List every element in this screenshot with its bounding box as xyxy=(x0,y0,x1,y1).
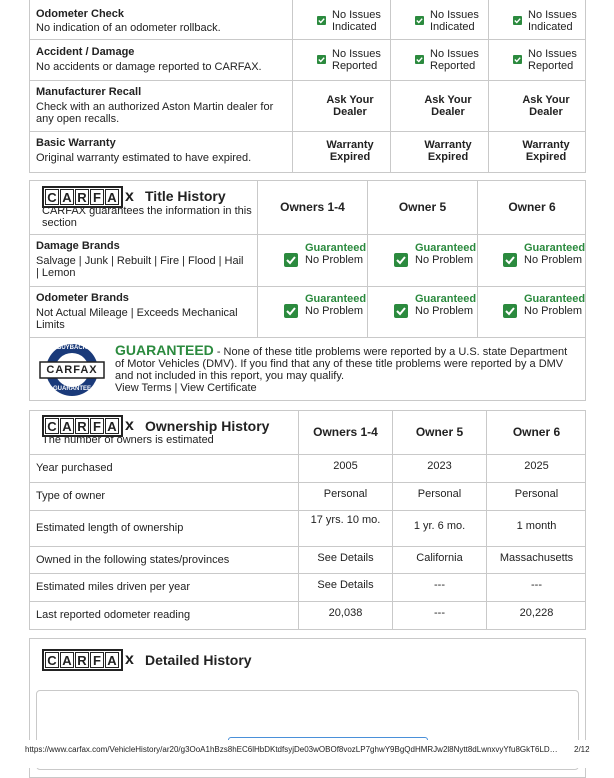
check-icon xyxy=(317,55,326,64)
guaranteed-headline: GUARANTEED xyxy=(115,342,214,358)
no-problem-label: No Problem xyxy=(305,254,364,266)
status-text: No Issues Reported xyxy=(332,48,381,72)
warranty-expired-text: Warranty Expired xyxy=(326,139,374,163)
page-number: 2/12 xyxy=(574,745,590,754)
row-title-manufacturer-recall: Manufacturer Recall xyxy=(36,86,142,98)
check-icon xyxy=(394,304,408,318)
section-title: Ownership History xyxy=(145,418,270,434)
guarantee-status xyxy=(524,242,584,266)
warranty-expired-text: Warranty Expired xyxy=(522,139,570,163)
status-text: No Issues Indicated xyxy=(430,9,479,33)
guarantee-body: - None of these title problems were reported by a U.S. state Department of Motor Vehicles (DMV). If you find that any of these title problems were reported by a DMV and not included in this report, you may qualify. xyxy=(115,346,568,382)
check-icon xyxy=(513,55,522,64)
ask-dealer-text: Ask Your Dealer xyxy=(522,94,570,118)
section-subtitle: The number of owners is estimated xyxy=(42,434,214,446)
check-icon xyxy=(415,16,424,25)
warranty-expired-text: Warranty Expired xyxy=(424,139,472,163)
status-text: No Issues Reported xyxy=(528,48,577,72)
carfax-logo: C A R F A x xyxy=(42,650,134,670)
row-desc-accident-damage: No accidents or damage reported to CARFAX. xyxy=(36,61,262,73)
guaranteed-label: Guaranteed xyxy=(415,242,477,254)
row-label: Estimated length of ownership xyxy=(36,522,184,534)
no-problem-label: No Problem xyxy=(524,254,583,266)
column-header: Owner 6 xyxy=(508,200,556,214)
check-icon xyxy=(503,304,517,318)
row-title-odometer-check: Odometer Check xyxy=(36,8,125,20)
row-title-odometer-brands: Odometer Brands xyxy=(36,292,129,304)
row-label: Type of owner xyxy=(36,490,106,502)
ownership-cell: 2023 xyxy=(427,460,452,472)
guarantee-text xyxy=(115,344,577,394)
column-header: Owners 1-4 xyxy=(280,200,345,214)
ownership-cell: Personal xyxy=(514,488,559,500)
section-title: Detailed History xyxy=(145,652,252,668)
ownership-cell: California xyxy=(416,551,463,564)
column-header: Owners 1-4 xyxy=(313,425,378,439)
ownership-cell: 2005 xyxy=(333,460,358,472)
row-desc-basic-warranty: Original warranty estimated to have expired. xyxy=(36,152,252,164)
check-icon xyxy=(513,16,522,25)
ownership-cell: 1 yr. 6 mo. xyxy=(413,520,466,532)
check-icon xyxy=(415,55,424,64)
ownership-cell: 20,038 xyxy=(328,607,363,619)
section-title: Title History xyxy=(145,188,226,204)
guarantee-links[interactable]: View Terms | View Certificate xyxy=(115,382,257,394)
ask-dealer-text: Ask Your Dealer xyxy=(326,94,374,118)
row-label: Estimated miles driven per year xyxy=(36,581,191,593)
column-header: Owner 5 xyxy=(415,425,464,439)
ownership-cell: 2025 xyxy=(524,460,549,472)
status-text: No Issues Indicated xyxy=(332,9,381,33)
ownership-cell[interactable]: See Details xyxy=(317,551,374,564)
guaranteed-label: Guaranteed xyxy=(305,293,367,305)
ownership-cell: 20,228 xyxy=(519,607,554,619)
ownership-cell[interactable]: See Details xyxy=(317,579,374,591)
badge-bottom-text: GUARANTEE xyxy=(52,386,91,392)
no-problem-label: No Problem xyxy=(305,305,364,317)
row-desc-manufacturer-recall: Check with an authorized Aston Martin dealer for any open recalls. xyxy=(36,101,274,125)
ownership-cell: Personal xyxy=(323,488,368,500)
row-label: Year purchased xyxy=(36,462,113,474)
badge-mid-text: CARFAX xyxy=(46,364,98,376)
guarantee-status xyxy=(305,293,365,317)
guaranteed-label: Guaranteed xyxy=(415,293,477,305)
ownership-cell: --- xyxy=(434,579,445,591)
ownership-cell: Personal xyxy=(417,488,462,500)
carfax-logo: C A R F A x xyxy=(42,187,134,207)
row-label: Owned in the following states/provinces xyxy=(36,553,230,566)
badge-top-text: BUYBACK xyxy=(57,345,87,351)
footer-url: https://www.carfax.com/VehicleHistory/ar20/g3OoA1hBzs8hEC6lHbDKtdfsyjDe03wOBOf8vozLP7ghwY9BgQdHMRJw2l8Nytt8dLwnxvyYfu8GkT6LD… xyxy=(25,745,558,754)
section-subtitle: CARFAX guarantees the information in this section xyxy=(42,205,252,229)
check-icon xyxy=(503,253,517,267)
guarantee-status xyxy=(524,293,584,317)
row-label: Last reported odometer reading xyxy=(36,609,191,621)
no-problem-label: No Problem xyxy=(524,305,583,317)
guarantee-status xyxy=(305,242,365,266)
row-desc-damage-brands: Salvage | Junk | Rebuilt | Fire | Flood | Hail | Lemon xyxy=(36,255,244,279)
row-title-basic-warranty: Basic Warranty xyxy=(36,137,116,149)
row-desc-odometer-brands: Not Actual Mileage | Exceeds Mechanical Limits xyxy=(36,307,238,331)
row-desc-odometer-check: No indication of an odometer rollback. xyxy=(36,22,221,34)
carfax-logo: C A R F A x xyxy=(42,416,134,436)
no-problem-label: No Problem xyxy=(415,254,474,266)
column-header: Owner 5 xyxy=(398,200,447,214)
guaranteed-label: Guaranteed xyxy=(524,293,586,305)
ownership-cell: 17 yrs. 10 mo. xyxy=(310,514,381,526)
ownership-cell: --- xyxy=(434,607,445,619)
status-text: No Issues Reported xyxy=(430,48,479,72)
buyback-guarantee-badge xyxy=(38,342,106,398)
check-icon xyxy=(284,304,298,318)
guaranteed-label: Guaranteed xyxy=(524,242,586,254)
check-icon xyxy=(284,253,298,267)
guarantee-status xyxy=(415,293,475,317)
ownership-cell: Massachusetts xyxy=(499,551,574,564)
no-problem-label: No Problem xyxy=(415,305,474,317)
ownership-cell: 1 month xyxy=(516,520,557,532)
ownership-cell: --- xyxy=(531,579,542,591)
check-icon xyxy=(317,16,326,25)
check-icon xyxy=(394,253,408,267)
column-header: Owner 6 xyxy=(512,425,561,439)
status-text: No Issues Indicated xyxy=(528,9,577,33)
row-title-damage-brands: Damage Brands xyxy=(36,240,120,252)
guaranteed-label: Guaranteed xyxy=(305,242,367,254)
guarantee-status xyxy=(415,242,475,266)
row-title-accident-damage: Accident / Damage xyxy=(36,46,135,58)
ask-dealer-text: Ask Your Dealer xyxy=(424,94,472,118)
